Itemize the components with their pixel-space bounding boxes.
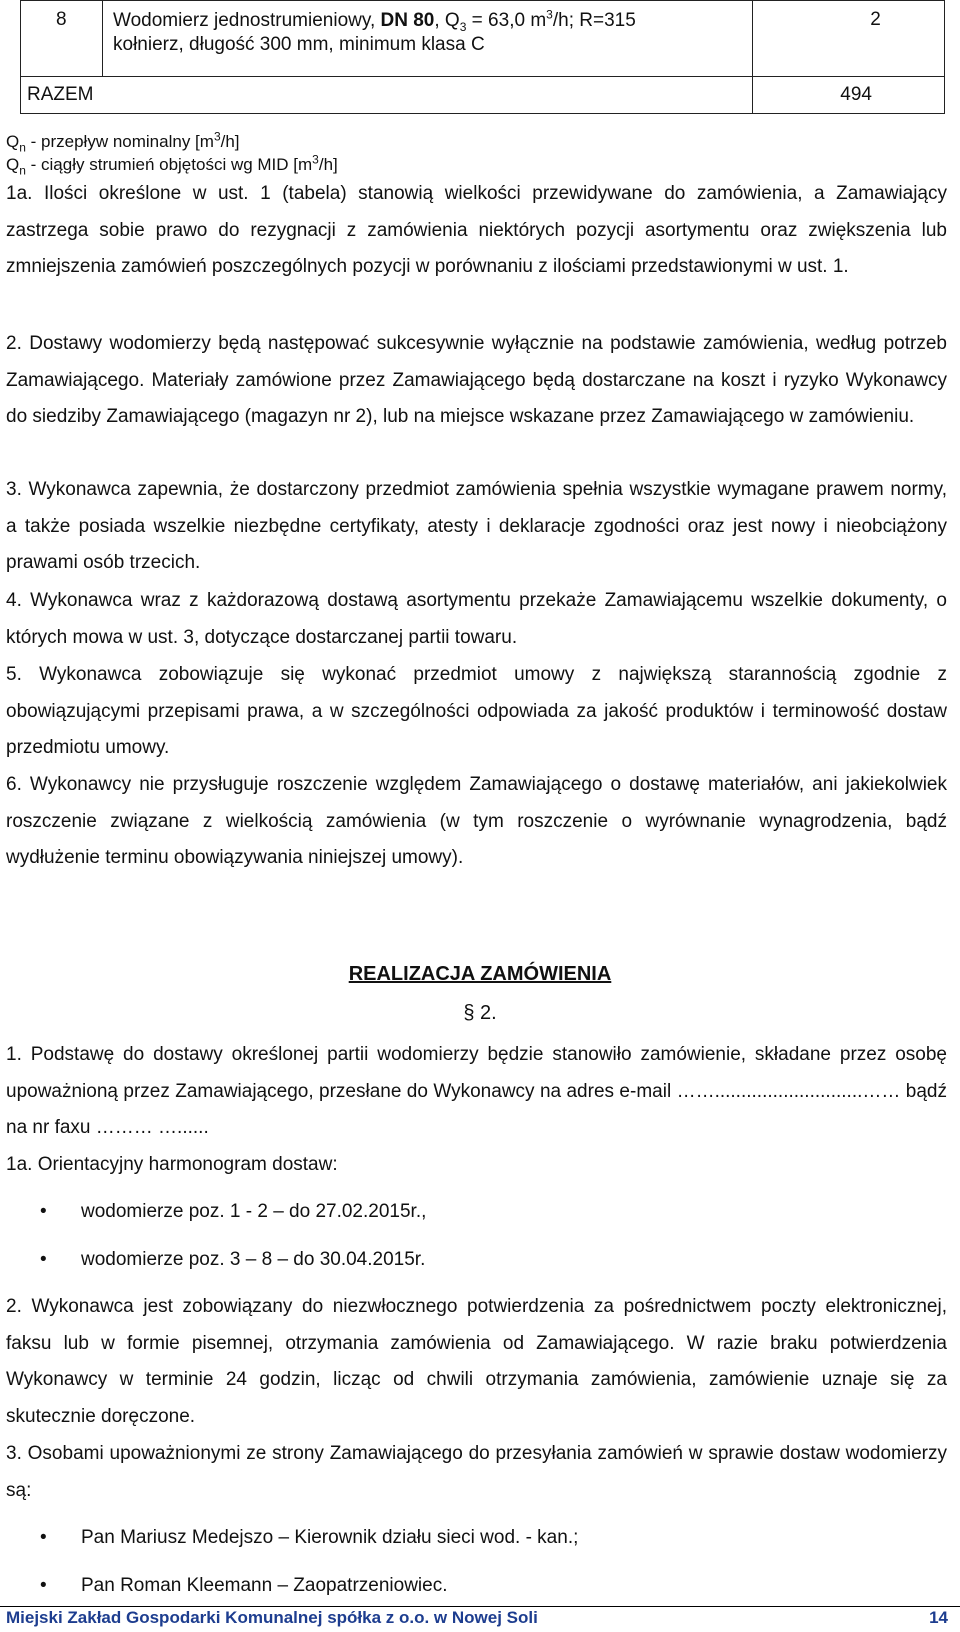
list-item-text: Pan Roman Kleemann – Zaopatrzeniowiec. bbox=[81, 1575, 448, 1596]
desc-text: , Q bbox=[434, 10, 460, 31]
bullet-icon: • bbox=[40, 1527, 47, 1548]
legend-tail: /h] bbox=[318, 155, 338, 174]
paragraph-2: 2. Dostawy wodomierzy będą następować sukcesywnie wyłącznie na podstawie zamówienia, według potrzeb Zamawiającego. Materiały zamówione przez Zamawiającego będą dostarczane na koszt i ryzyko Wykonawcy do siedziby Zamawiającego (magazyn nr 2), lub na miejsce wskazane przez Zamawiającego w zamówieniu. bbox=[6, 333, 947, 427]
section-number: § 2. bbox=[463, 1002, 497, 1024]
legend-sub: n bbox=[19, 163, 26, 178]
list-item-text: Pan Mariusz Medejszo – Kierownik działu sieci wod. - kan.; bbox=[81, 1527, 579, 1548]
list-item bbox=[6, 1568, 947, 1604]
desc-text: kołnierz, długość 300 mm, minimum klasa C bbox=[113, 34, 485, 55]
legend bbox=[6, 130, 338, 176]
footer-divider bbox=[0, 1606, 960, 1607]
total-label: RAZEM bbox=[21, 77, 753, 114]
legend-sub: n bbox=[19, 140, 26, 155]
paragraph-s2-1: 1. Podstawę do dostawy określonej partii wodomierzy będzie stanowiło zamówienie, składane przez osobę upoważnioną przez Zamawiającego, przesłane do Wykonawcy na adres e-mail ……............................…… bądź na nr faxu ……… …...... bbox=[6, 1044, 947, 1138]
paragraph-s2-1a: 1a. Orientacyjny harmonogram dostaw: bbox=[6, 1154, 338, 1175]
bullet-icon: • bbox=[40, 1575, 47, 1596]
row-quantity: 2 bbox=[753, 1, 945, 77]
legend-symbol: Q bbox=[6, 155, 20, 174]
desc-sub: 3 bbox=[459, 19, 467, 34]
bullet-icon: • bbox=[40, 1201, 47, 1222]
legend-item bbox=[6, 153, 338, 176]
footer-page-number: 14 bbox=[929, 1608, 948, 1627]
total-value: 494 bbox=[753, 77, 945, 114]
persons-list bbox=[6, 1520, 947, 1604]
desc-text: /h; R=315 bbox=[552, 10, 636, 31]
desc-bold: DN 80 bbox=[380, 10, 435, 31]
legend-text: - ciągły strumień objętości wg MID [m bbox=[25, 155, 313, 174]
paragraph-1a: 1a. Ilości określone w ust. 1 (tabela) stanowią wielkości przewidywane do zamówienia, a Zamawiający zastrzega sobie prawo do rezygnacji z zamówienia niektórych pozycji asortymentu oraz zwiększenia lub zmniejszenia zamówień poszczególnych pozycji w porównaniu z ilościami przedstawionymi w ust. 1. bbox=[6, 183, 947, 277]
list-item-text: wodomierze poz. 3 – 8 – do 30.04.2015r. bbox=[81, 1249, 426, 1270]
paragraph-5: 5. Wykonawca zobowiązuje się wykonać przedmiot umowy z największą starannością zgodnie z obowiązującymi przepisami prawa, a w szczególności odpowiada za jakość produktów i terminowość dostaw przedmiotu umowy. bbox=[6, 664, 947, 758]
list-item bbox=[6, 1194, 947, 1230]
legend-symbol: Q bbox=[6, 132, 20, 151]
paragraph-3: 3. Wykonawca zapewnia, że dostarczony przedmiot zamówienia spełnia wszystkie wymagane prawem normy, a także posiada wszelkie niezbędne certyfikaty, atesty i deklaracje zgodności oraz jest nowy i nieobciążony prawami osób trzecich. bbox=[6, 479, 947, 573]
legend-item bbox=[6, 130, 338, 153]
desc-text: = 63,0 m bbox=[466, 10, 547, 31]
desc-text: Wodomierz jednostrumieniowy, bbox=[113, 10, 381, 31]
section-heading: REALIZACJA ZAMÓWIENIA bbox=[348, 963, 612, 985]
row-description bbox=[103, 1, 753, 77]
footer-company: Miejski Zakład Gospodarki Komunalnej spółka z o.o. w Nowej Soli bbox=[6, 1608, 538, 1627]
paragraph-s2-2: 2. Wykonawca jest zobowiązany do niezwłocznego potwierdzenia za pośrednictwem poczty elektronicznej, faksu lub w formie pisemnej, otrzymania zamówienia od Zamawiającego. W razie braku potwierdzenia Wykonawcy w terminie 24 godzin, licząc od chwili otrzymania zamówienia, zamówienie uznaje się za skutecznie doręczone. bbox=[6, 1296, 947, 1427]
items-table bbox=[20, 0, 945, 114]
legend-sup: 3 bbox=[312, 152, 319, 167]
list-item bbox=[6, 1242, 947, 1278]
bullet-icon: • bbox=[40, 1249, 47, 1270]
table-row-total bbox=[21, 77, 945, 114]
page-footer bbox=[6, 1608, 948, 1628]
desc-sup: 3 bbox=[546, 7, 553, 22]
paragraph-6: 6. Wykonawcy nie przysługuje roszczenie względem Zamawiającego o dostawę materiałów, ani jakiekolwiek roszczenie związane z wielkością zamówienia (w tym roszczenie o wyrównanie wynagrodzenia, bądź wydłużenie terminu obowiązywania niniejszej umowy). bbox=[6, 774, 947, 868]
schedule-list bbox=[6, 1194, 947, 1278]
list-item bbox=[6, 1520, 947, 1556]
legend-tail: /h] bbox=[220, 132, 240, 151]
row-number: 8 bbox=[21, 1, 103, 77]
list-item-text: wodomierze poz. 1 - 2 – do 27.02.2015r., bbox=[81, 1201, 427, 1222]
legend-text: - przepływ nominalny [m bbox=[25, 132, 214, 151]
paragraph-4: 4. Wykonawca wraz z każdorazową dostawą asortymentu przekaże Zamawiającemu wszelkie dokumenty, o których mowa w ust. 3, dotyczące dostarczanej partii towaru. bbox=[6, 590, 947, 648]
table-row bbox=[21, 1, 945, 77]
paragraph-s2-3: 3. Osobami upoważnionymi ze strony Zamawiającego do przesyłania zamówień w sprawie dostaw wodomierzy są: bbox=[6, 1443, 947, 1501]
legend-sup: 3 bbox=[213, 129, 221, 144]
